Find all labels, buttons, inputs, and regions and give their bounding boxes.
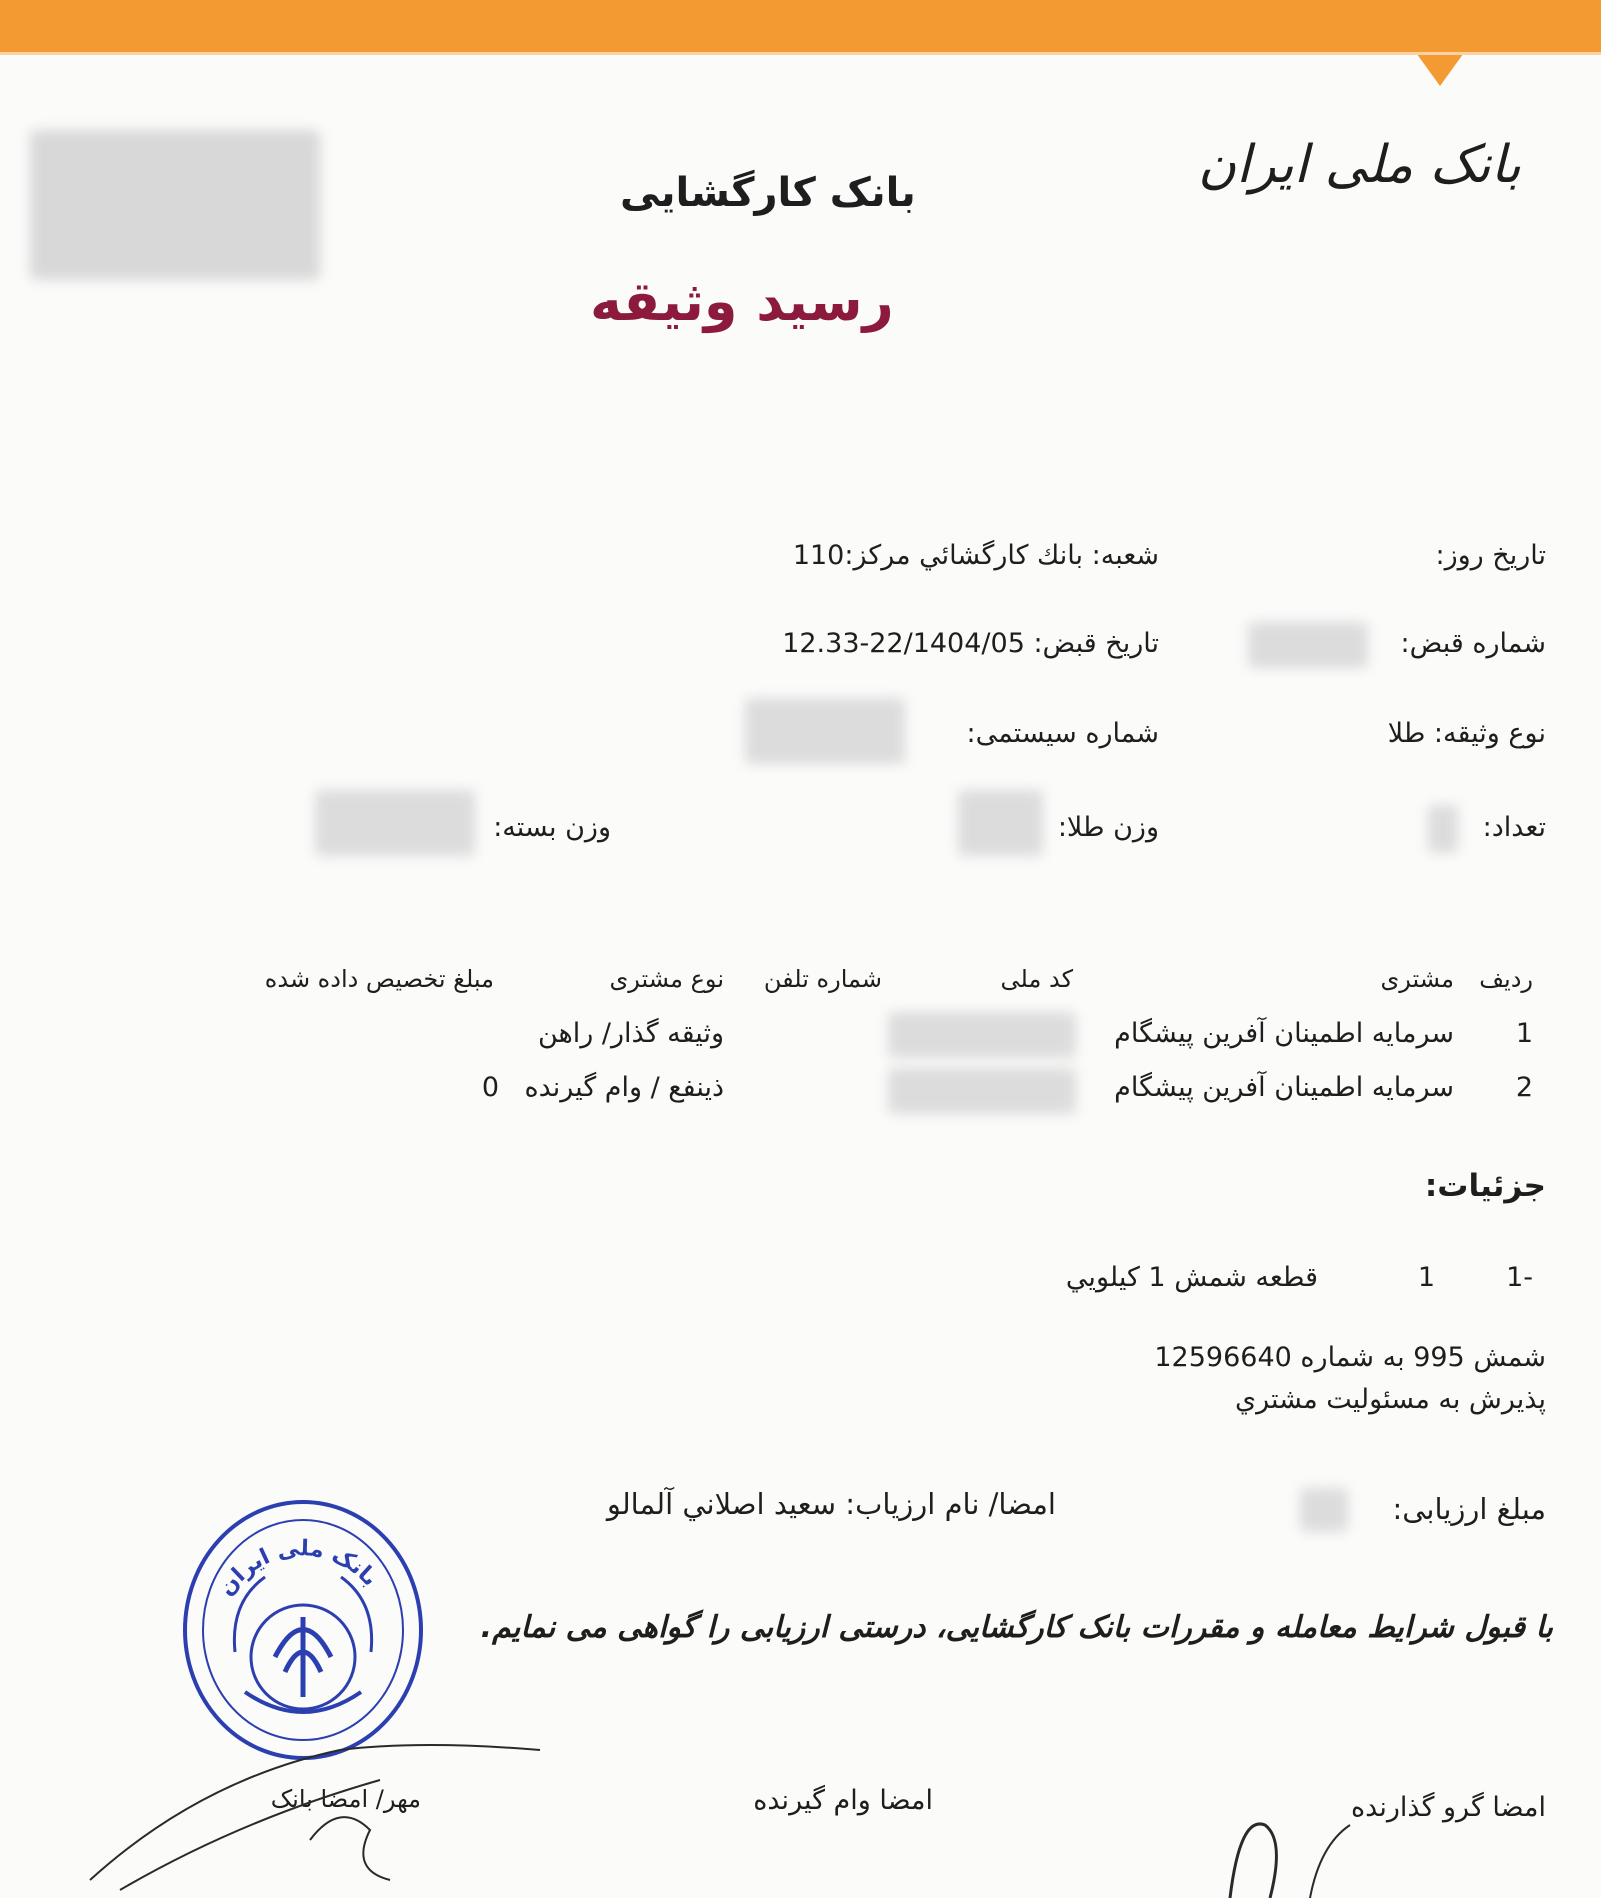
- stamp-ring-text: بانک ملی ایران: [213, 1535, 383, 1601]
- redacted-appraisal-amount: [1300, 1488, 1348, 1532]
- table-row-1-name: سرمايه اطمينان آفرين پيشگام: [1114, 1018, 1454, 1049]
- table-row-2-type: ذينفع / وام گيرنده: [524, 1072, 724, 1103]
- collateral-type: نوع وثیقه: طلا: [1387, 718, 1546, 749]
- redacted-count: [1428, 805, 1458, 853]
- top-orange-bar: [0, 0, 1601, 52]
- count-label: تعداد:: [1482, 812, 1546, 843]
- redacted-system-number: [745, 698, 905, 764]
- borrower-signature-label: امضا وام گیرنده: [753, 1785, 933, 1816]
- redacted-row-1-id: [888, 1012, 1076, 1058]
- bank-stamp: [175, 1482, 430, 1762]
- table-row-2-amount: 0: [481, 1072, 499, 1103]
- package-weight-label: وزن بسته:: [493, 812, 611, 843]
- detail-line-1: شمش 995 به شماره 12596640: [1154, 1342, 1546, 1373]
- bank-name: بانک کارگشایی: [620, 170, 916, 216]
- gold-weight-label: وزن طلا:: [1057, 812, 1159, 843]
- top-orange-notch: [1378, 0, 1502, 86]
- detail-item-index: 1-: [1506, 1262, 1533, 1293]
- redacted-package-weight: [315, 790, 475, 856]
- bank-melli-logo: بانک ملی ایران: [1197, 135, 1521, 195]
- appraisal-amount-label: مبلغ ارزیابی:: [1392, 1492, 1546, 1526]
- date-label: تاریخ روز:: [1435, 540, 1546, 571]
- redacted-receipt-number: [1248, 622, 1368, 668]
- handwritten-signature-bank: [80, 1740, 560, 1898]
- pledger-signature-label: امضا گرو گذارنده: [1351, 1792, 1546, 1823]
- table-header-index: ردیف: [1479, 965, 1533, 993]
- document-title: رسید وثیقه: [590, 270, 894, 333]
- table-row-2-index: 2: [1515, 1072, 1533, 1103]
- redacted-row-2-id: [888, 1068, 1076, 1114]
- top-accent-line: [0, 52, 1601, 55]
- table-header-customer-type: نوع مشتری: [609, 965, 724, 993]
- bank-signature-label: مهر/ امضا بانک: [270, 1785, 421, 1813]
- redacted-logo-area: [30, 130, 320, 280]
- detail-item-desc: قطعه شمش 1 كيلويي: [1065, 1262, 1318, 1293]
- table-row-1-index: 1: [1515, 1018, 1533, 1049]
- redacted-gold-weight: [958, 790, 1043, 856]
- table-row-1-type: وثيقه گذار/ راهن: [538, 1018, 724, 1049]
- appraiser-name: امضا/ نام ارزیاب: سعيد اصلاني آلمالو: [606, 1487, 1056, 1521]
- table-row-2-name: سرمايه اطمينان آفرين پيشگام: [1114, 1072, 1454, 1103]
- detail-line-2: پذيرش به مسئوليت مشتري: [1234, 1384, 1546, 1415]
- detail-item-qty: 1: [1417, 1262, 1435, 1293]
- receipt-date: تاريخ قبض: 22/1404/05-12.33: [782, 628, 1159, 659]
- details-heading: جزئیات:: [1424, 1168, 1546, 1204]
- table-header-phone: شماره تلفن: [763, 965, 882, 993]
- receipt-number-label: شماره قبض:: [1400, 628, 1546, 659]
- table-header-allocated-amount: مبلغ تخصیص داده شده: [264, 965, 494, 993]
- handwritten-signature-pledger: [1210, 1805, 1390, 1898]
- table-header-national-id: کد ملی: [1000, 965, 1073, 993]
- branch-text: شعبه: بانك كارگشائي مركز:110: [792, 540, 1159, 571]
- table-header-customer: مشتری: [1380, 965, 1454, 993]
- declaration-text: با قبول شرایط معامله و مقررات بانک کارگشایی، درستی ارزیابی را گواهی می نمایم.: [480, 1610, 1553, 1645]
- system-number-label: شماره سیستمی:: [966, 718, 1159, 749]
